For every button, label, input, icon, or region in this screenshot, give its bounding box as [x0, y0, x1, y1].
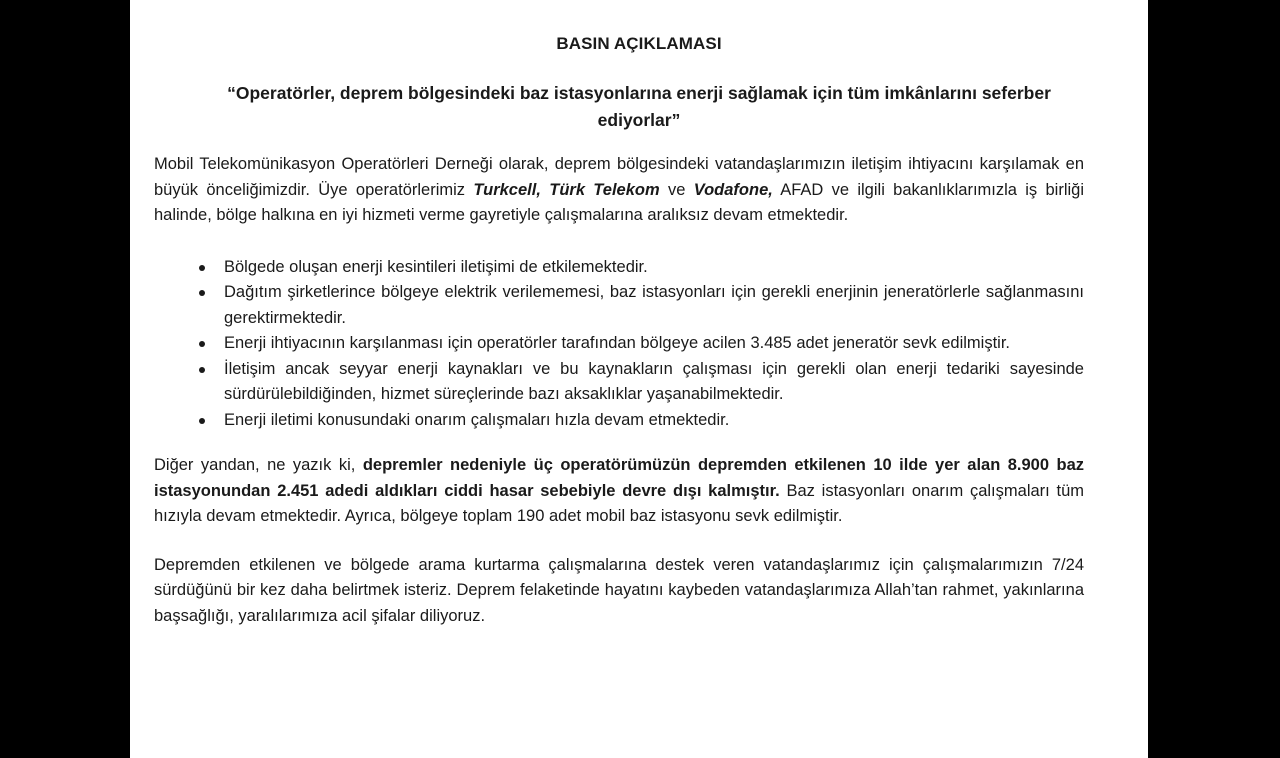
bullet-item: [224, 357, 1084, 408]
document-page: [130, 0, 1148, 758]
bullet-dot-icon: [199, 290, 205, 296]
operator-turk-telekom: Türk Telekom: [549, 180, 660, 199]
bullet-text: Enerji iletimi konusundaki onarım çalışmaları hızla devam etmektedir.: [224, 410, 730, 429]
intro-sep-1: [541, 181, 549, 199]
intro-text-2: AFAD ve ilgili bakanlıklarımızla iş birliği halinde, bölge halkına en iyi hizmeti verme gayretiyle çalışmalarına aralıksız devam etmektedir.: [154, 180, 1085, 224]
bullet-dot-icon: [199, 265, 205, 271]
damage-rest: Baz istasyonları onarım çalışmaları tüm hızıyla devam etmektedir. Ayrıca, bölgeye toplam 190 adet mobil baz istasyonu sevk edilmiştir.: [154, 481, 1084, 525]
bullet-item: [224, 280, 1084, 331]
closing-paragraph: Depremden etkilenen ve bölgede arama kurtarma çalışmalarına destek veren vatandaşlarımız için çalışmalarımızın 7/24 sürdüğünü bir kez daha belirtmek isteriz. Deprem felaketinde hayatını kaybeden vatandaşlarımıza Allah’tan rahmet, yakınlarına başsağlığı, yaralılarımıza acil şifalar diliyoruz.: [154, 555, 1084, 625]
bullet-item: [224, 255, 1084, 281]
bullet-item: [224, 408, 1084, 434]
damage-paragraph: [154, 453, 1084, 530]
bullet-text: Dağıtım şirketlerince bölgeye elektrik verilememesi, baz istasyonları için gerekli enerjinin jeneratörlerle sağlanmasını gerektirmektedir.: [224, 283, 1084, 327]
document-title: BASIN AÇIKLAMASI: [556, 34, 722, 53]
bullet-item: [224, 331, 1084, 357]
bullet-dot-icon: [199, 341, 205, 347]
bullet-dot-icon: [199, 418, 205, 424]
bullet-list: [154, 255, 1084, 434]
intro-text-1: Mobil Telekomünikasyon Operatörleri Derneği olarak, deprem bölgesindeki vatandaşlarımızın iletişim ihtiyacını karşılamak en büyük önceliğimizdir. Üye operatörlerimiz: [154, 155, 1084, 199]
bullet-text: Enerji ihtiyacının karşılanması için operatörler tarafından bölgeye acilen 3.485 adet jeneratör sevk edilmiştir.: [224, 334, 1010, 352]
operator-turkcell: Turkcell,: [473, 180, 541, 199]
intro-paragraph: [154, 152, 1084, 229]
bullet-text: İletişim ancak seyyar enerji kaynakları ve bu kaynakların çalışması için gerekli olan enerji tedariki sayesinde sürdürülebildiğinden, hizmet süreçlerinde bazı aksaklıklar yaşanabilmektedir.: [224, 359, 1084, 403]
bullet-text: Bölgede oluşan enerji kesintileri iletişimi de etkilemektedir.: [224, 257, 648, 276]
damage-bold-statement: depremler nedeniyle üç operatörümüzün depremden etkilenen 10 ilde yer alan 8.900 baz istasyonundan 2.451 adedi aldıkları ciddi hasar sebebiyle devre dışı kalmıştır.: [154, 456, 1084, 500]
intro-sep-2: ve: [659, 180, 694, 199]
operator-vodafone: Vodafone,: [693, 180, 773, 199]
bullet-dot-icon: [199, 367, 205, 373]
damage-lead: Diğer yandan, ne yazık ki,: [154, 456, 363, 474]
document-subtitle: “Operatörler, deprem bölgesindeki baz istasyonlarına enerji sağlamak için tüm imkânlarını seferber ediyorlar”: [227, 83, 1051, 130]
